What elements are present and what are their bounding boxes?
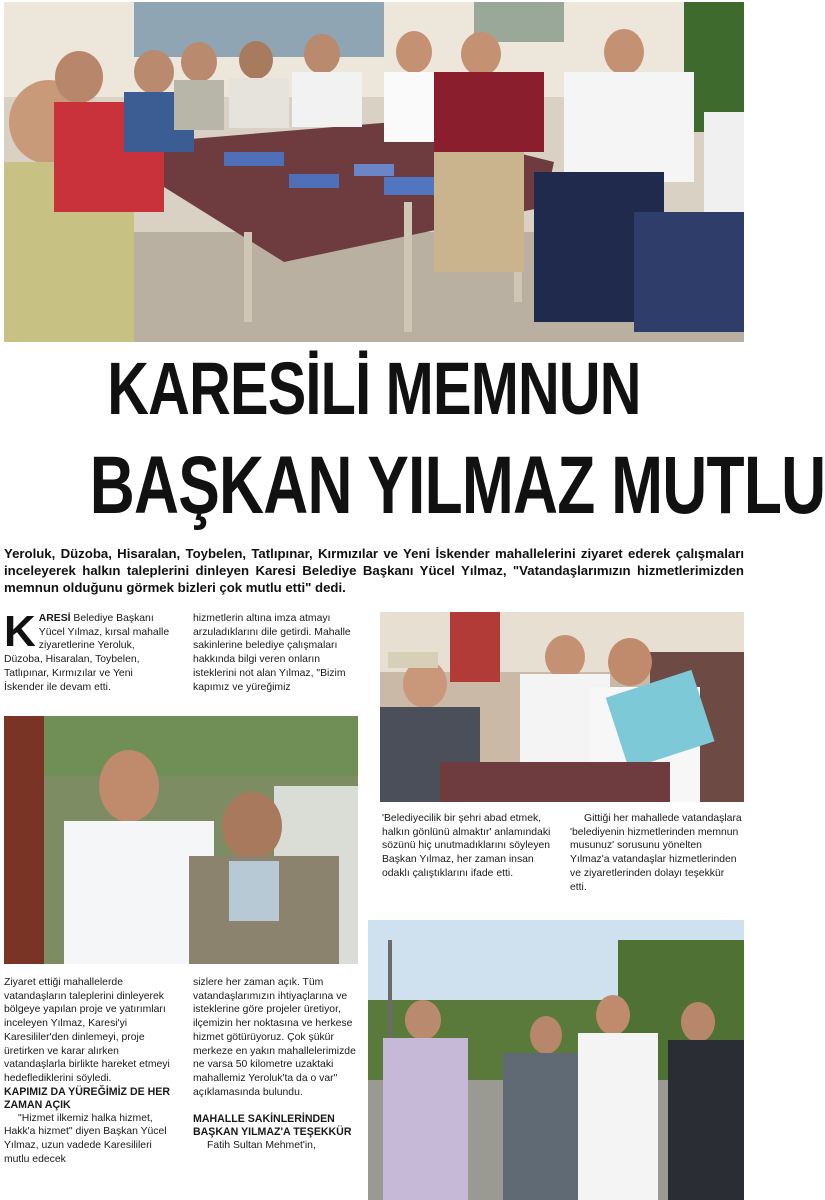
article-col4-mid-text: Gittiği her mahallede vatandaşlara 'belediyenin hizmetlerinden memnun musunuz' sorusunu yönelten Yılmaz'a vatandaşlar hizmetlerinden ve ziyaretlerinden dolayı teşekkür etti. [570,813,742,893]
article-col1-top-text: Belediye Başkanı Yücel Yılmaz, kırsal mahalle ziyaretlerine Yeroluk, Düzoba, Hisaralan, Toybelen, Tatlıpınar, Kırmızılar ve Yeni İskender ile devam etti. [4,613,170,693]
headline-line-1: KARESİLİ MEMNUN [107,347,641,430]
article-col3-mid [382,812,552,881]
article-col1-top [4,607,172,694]
article-col2-top [193,612,363,694]
article-col2-bottom2-text: Fatih Sultan Mehmet'in, [207,1140,316,1152]
article-col3-mid-text: 'Belediyecilik bir şehri abad etmek, halkın gönlünü almaktır' anlamındaki sözünü hiç unutmadıklarını söyleyen Başkan Yılmaz, her zaman insan odaklı çalıştıklarını ifade etti. [382,813,551,879]
lead-paragraph: Yeroluk, Düzoba, Hisaralan, Toybelen, Tatlıpınar, Kırmızılar ve Yeni İskender mahallelerini ziyaret ederek çalışmaları inceleyerek halkın taleplerini dinleyen Karesi Belediye Başkanı Yücel Yılmaz, "Vatandaşlarımızın hizmetlerimizden memnun olduğunu görmek bizleri çok mutlu etti" dedi. [4,546,744,595]
subhead-open-doors: KAPIMIZ DA YÜREĞİMİZ DE HER ZAMAN AÇIK [4,1085,170,1111]
article-col1-bottom-text: Ziyaret ettiği mahallelerde vatandaşların taleplerini dinleyerek bölgeye yapılan proje ve yatırımları inceleyen Yılmaz, Karesi'yi Karesililer'den dinlemeyi, proje üretirken ve karar alırken vatandaşlarla birlikte hareket etmeyi hedeflediklerini söyledi. [4,977,170,1084]
photo-mayor-with-boy [380,612,744,802]
drop-cap: K [4,607,36,656]
drop-cap-rest: ARESİ [38,613,71,624]
article-col2-top-text: hizmetlerin altına imza atmayı arzuladıklarını dile getirdi. Mahalle sakinlerine belediye çalışmaları hakkında bilgi veren onların isteklerini not alan Yılmaz, "Bizim kapımız ve yüreğimiz [193,613,351,693]
subhead-thanks: MAHALLE SAKİNLERİNDEN BAŞKAN YILMAZ'A TEŞEKKÜR [193,1113,352,1139]
article-col1-bottom [4,976,174,1166]
article-col4-mid [570,812,742,894]
photo-mayor-with-resident [4,716,358,964]
article-col2-bottom [193,976,363,1153]
headline-line-2: BAŞKAN YILMAZ MUTLU [89,440,825,531]
article-col2-bottom-text: sizlere her zaman açık. Tüm vatandaşlarımızın ihtiyaçlarına ve isteklerine göre projeler üretiyor, ilçemizin her noktasına ve herkese hizmet götürüyoruz. Çok şükür merkeze en yakın mahallelerimizde ne varsa 50 kilometre uzaktaki mahallemiz Yeroluk'ta da o var" açıklamasında bulundu. [193,977,356,1098]
article-col1-bottom2-text: "Hizmet ilkemiz halka hizmet, Hakk'a hizmet" diyen Başkan Yücel Yılmaz, uzun vadede Karesilileri mutlu edecek [4,1112,167,1165]
photo-outdoor-group [368,920,744,1200]
photo-top-meeting [4,2,744,342]
